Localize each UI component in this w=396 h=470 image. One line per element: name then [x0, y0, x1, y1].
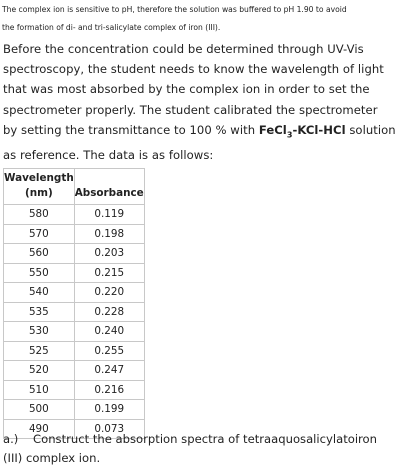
table-row — [4, 341, 145, 361]
absorbance-cell: 0.215 — [74, 263, 144, 283]
wavelength-cell: 540 — [4, 283, 75, 303]
table-body — [4, 205, 145, 439]
table-row — [4, 224, 145, 244]
wavelength-cell: 580 — [4, 205, 75, 225]
question-text-line-2: (III) complex ion. — [3, 451, 101, 465]
intro-note — [2, 1, 350, 36]
question-label: a.) — [3, 432, 19, 446]
absorbance-cell: 0.240 — [74, 322, 144, 342]
absorbance-cell: 0.119 — [74, 205, 144, 225]
wavelength-cell: 535 — [4, 302, 75, 322]
wavelength-cell: 560 — [4, 244, 75, 264]
intro-note-line-1: The complex ion is sensitive to pH, therefore the solution was buffered to pH 1.90 to avoid — [2, 5, 347, 14]
absorbance-cell: 0.228 — [74, 302, 144, 322]
wavelength-header — [4, 169, 75, 205]
question-text-line-1: Construct the absorption spectra of tetraaquosalicylatoiron — [33, 432, 378, 446]
absorbance-header: Absorbance — [74, 169, 144, 205]
procedure-paragraph — [3, 39, 396, 166]
table-header-row — [4, 169, 145, 205]
table-row — [4, 322, 145, 342]
wavelength-cell: 570 — [4, 224, 75, 244]
formula-subscript: 3 — [286, 130, 293, 140]
absorbance-cell: 0.198 — [74, 224, 144, 244]
absorbance-cell: 0.216 — [74, 380, 144, 400]
absorbance-cell: 0.247 — [74, 361, 144, 381]
table-row — [4, 263, 145, 283]
absorbance-cell: 0.203 — [74, 244, 144, 264]
paragraph-line-2: spectroscopy, the student needs to know the wavelength of light — [3, 62, 384, 77]
wavelength-cell: 525 — [4, 341, 75, 361]
paragraph-line-6: as reference. The data is as follows: — [3, 148, 214, 163]
table-row — [4, 244, 145, 264]
absorbance-cell: 0.199 — [74, 400, 144, 420]
paragraph-line-5 — [3, 120, 396, 146]
table-row — [4, 400, 145, 420]
table-row — [4, 302, 145, 322]
table-row — [4, 205, 145, 225]
wavelength-cell: 520 — [4, 361, 75, 381]
wavelength-cell: 500 — [4, 400, 75, 420]
table-row — [4, 361, 145, 381]
paragraph-line-3: that was most absorbed by the complex ion in order to set the — [3, 82, 370, 97]
formula-part-fecl: FeCl — [258, 122, 287, 137]
wavelength-header-line-2: (nm) — [25, 187, 53, 199]
question-a — [3, 430, 378, 468]
formula-part-kcl-hcl: -KCl-HCl — [292, 122, 346, 137]
paragraph-line-5-end: solution — [345, 122, 396, 137]
wavelength-header-line-1: Wavelength — [4, 172, 74, 184]
table-row — [4, 283, 145, 303]
absorbance-cell: 0.073 — [74, 419, 144, 439]
intro-note-line-2: the formation of di- and tri-salicylate complex of iron (III). — [2, 22, 221, 32]
reference-solution-formula — [258, 122, 346, 140]
paragraph-line-4: spectrometer properly. The student calibrated the spectrometer — [3, 102, 378, 117]
wavelength-cell: 490 — [4, 419, 75, 439]
absorbance-table — [3, 168, 145, 439]
question-line-1 — [3, 430, 378, 449]
paragraph-line-5-text: by setting the transmittance to 100 % with — [3, 122, 259, 137]
absorbance-cell: 0.220 — [74, 283, 144, 303]
wavelength-cell: 510 — [4, 380, 75, 400]
paragraph-line-1: Before the concentration could be determined through UV-Vis — [3, 42, 364, 56]
wavelength-cell: 550 — [4, 263, 75, 283]
absorbance-cell: 0.255 — [74, 341, 144, 361]
table-row — [4, 380, 145, 400]
wavelength-cell: 530 — [4, 322, 75, 342]
